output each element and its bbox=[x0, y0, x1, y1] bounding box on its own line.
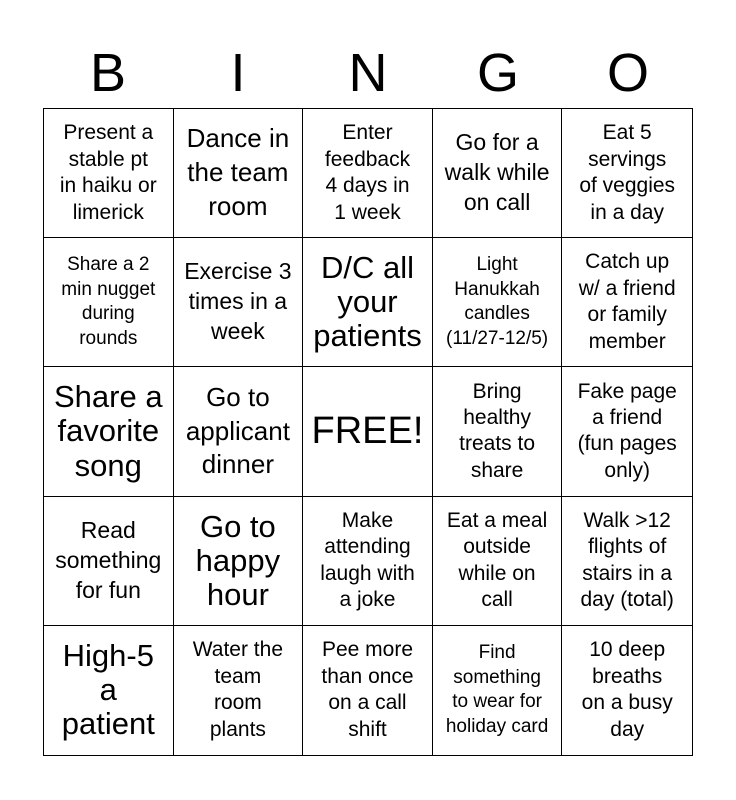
bingo-cell bbox=[303, 238, 433, 367]
bingo-cell bbox=[174, 238, 304, 367]
cell-text: Water the team room plants bbox=[192, 638, 284, 741]
bingo-cell bbox=[44, 497, 174, 626]
cell-text: Enter feedback 4 days in 1 week bbox=[324, 121, 411, 224]
cell-text: Exercise 3 times in a week bbox=[184, 258, 292, 345]
cell-text: Read something for fun bbox=[55, 516, 162, 603]
bingo-cell bbox=[562, 238, 692, 367]
bingo-cell bbox=[44, 367, 174, 496]
bingo-cell bbox=[303, 497, 433, 626]
free-space bbox=[303, 367, 433, 496]
bingo-cell bbox=[562, 109, 692, 238]
cell-text: Go for a walk while on call bbox=[444, 129, 550, 216]
bingo-cell bbox=[562, 497, 692, 626]
header-letter-i: I bbox=[230, 43, 246, 103]
cell-text: Dance in the team room bbox=[186, 123, 290, 221]
bingo-cell bbox=[174, 497, 304, 626]
cell-text: Pee more than once on a call shift bbox=[321, 638, 414, 741]
bingo-cell bbox=[174, 367, 304, 496]
bingo-cell bbox=[562, 367, 692, 496]
cell-text: Eat 5 servings of veggies in a day bbox=[579, 121, 676, 224]
cell-text: FREE! bbox=[311, 409, 424, 452]
bingo-cell bbox=[44, 109, 174, 238]
bingo-cell bbox=[433, 367, 563, 496]
cell-text: 10 deep breaths on a busy day bbox=[581, 638, 673, 741]
bingo-cell bbox=[433, 109, 563, 238]
cell-text: Bring healthy treats to share bbox=[459, 379, 536, 482]
bingo-cell bbox=[433, 626, 563, 755]
bingo-cell bbox=[303, 109, 433, 238]
cell-text: Light Hanukkah candles (11/27-12/5) bbox=[446, 253, 549, 349]
bingo-cell bbox=[303, 626, 433, 755]
bingo-board bbox=[43, 108, 693, 756]
bingo-cell bbox=[433, 497, 563, 626]
cell-text: Walk >12 flights of stairs in a day (total) bbox=[580, 508, 674, 612]
bingo-cell bbox=[44, 238, 174, 367]
cell-text: Make attending laugh with a joke bbox=[320, 508, 415, 612]
cell-text: Fake page a friend (fun pages only) bbox=[577, 379, 677, 482]
header-letter-o: O bbox=[606, 43, 649, 103]
bingo-cell bbox=[433, 238, 563, 367]
cell-text: D/C all your patients bbox=[313, 250, 422, 354]
header-letter-n: N bbox=[348, 43, 388, 103]
header-letter-b: B bbox=[89, 43, 127, 103]
cell-text: Present a stable pt in haiku or limerick bbox=[59, 121, 157, 224]
cell-text: Go to applicant dinner bbox=[185, 381, 290, 480]
bingo-cell bbox=[174, 626, 304, 755]
bingo-cell bbox=[174, 109, 304, 238]
cell-text: Find something to wear for holiday card bbox=[445, 642, 549, 738]
cell-text: Catch up w/ a friend or family member bbox=[578, 250, 676, 353]
cell-text: Eat a meal outside while on call bbox=[446, 508, 548, 612]
cell-text: Share a 2 min nugget during rounds bbox=[61, 253, 156, 349]
bingo-cell bbox=[44, 626, 174, 755]
bingo-cell bbox=[562, 626, 692, 755]
header-letter-g: G bbox=[476, 43, 519, 103]
cell-text: High-5 a patient bbox=[61, 638, 155, 742]
cell-text: Go to happy hour bbox=[195, 508, 281, 612]
bingo-header bbox=[43, 38, 693, 108]
cell-text: Share a favorite song bbox=[54, 379, 163, 483]
